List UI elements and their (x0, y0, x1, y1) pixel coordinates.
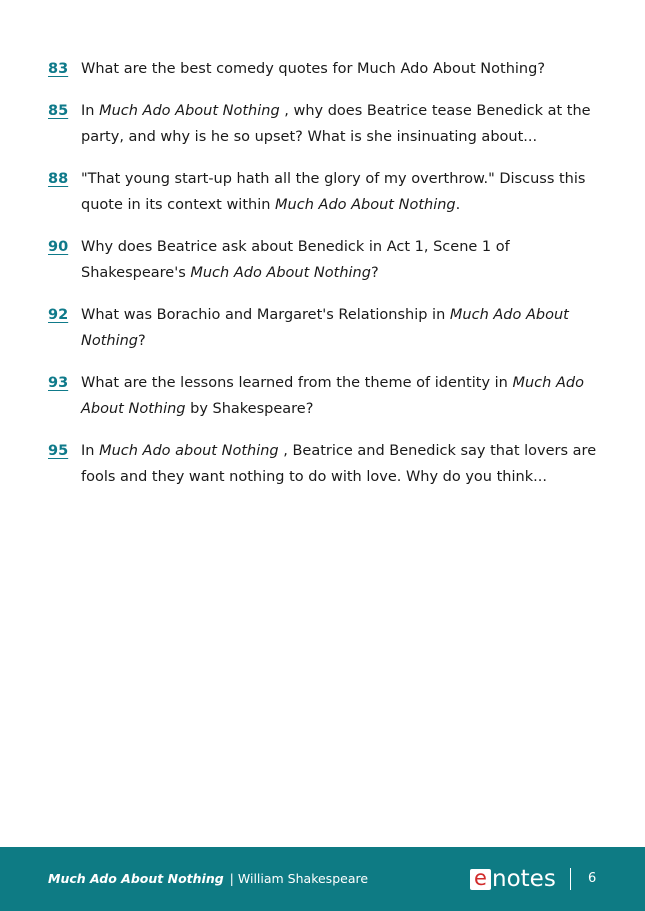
question-text (81, 166, 598, 218)
list-item (48, 234, 598, 286)
title-italic: Much Ado about Nothing (99, 443, 279, 459)
page-link[interactable]: 85 (48, 103, 69, 119)
list-item (48, 56, 598, 82)
question-fragment: Why does Beatrice ask about Benedick in Act 1, Scene 1 of Shakespeare's (81, 239, 510, 281)
page-link[interactable]: 92 (48, 307, 69, 323)
logo-e-mark: e (470, 869, 491, 890)
logo-wordmark: notes (492, 866, 556, 892)
list-item (48, 98, 598, 150)
list-item (48, 370, 598, 422)
page-link[interactable]: 95 (48, 443, 69, 459)
list-item (48, 166, 598, 218)
question-text (81, 56, 598, 82)
list-item (48, 302, 598, 354)
footer-separator: | (229, 871, 234, 886)
question-text (81, 98, 598, 150)
question-fragment: , why does Beatrice tease Benedick at the party, and why is he so upset? What is she insinuating about... (81, 103, 591, 145)
title-italic: Much Ado About Nothing (81, 307, 569, 349)
footer-divider (570, 868, 571, 890)
question-fragment: "That young start-up hath all the glory of my overthrow." Discuss this quote in its context within (81, 171, 586, 213)
title-italic: Much Ado About Nothing (275, 197, 456, 213)
question-fragment: . (455, 197, 461, 213)
page-link[interactable]: 93 (48, 375, 69, 391)
footer-book-title: Much Ado About Nothing (48, 871, 224, 886)
question-fragment: ? (370, 265, 379, 281)
title-italic: Much Ado About Nothing (190, 265, 371, 281)
title-italic: Much Ado About Nothing (81, 375, 584, 417)
question-text (81, 302, 598, 354)
enotes-logo[interactable] (470, 867, 556, 891)
title-italic: Much Ado About Nothing (99, 103, 280, 119)
page-footer (0, 847, 645, 911)
question-fragment: What are the best comedy quotes for Much Ado About Nothing? (81, 61, 546, 77)
question-text (81, 370, 598, 422)
question-fragment: What are the lessons learned from the theme of identity in (81, 375, 513, 391)
question-fragment: , Beatrice and Benedick say that lovers are fools and they want nothing to do with love. Why do you think... (81, 443, 597, 485)
question-fragment: What was Borachio and Margaret's Relationship in (81, 307, 450, 323)
list-item (48, 438, 598, 490)
question-fragment: In (81, 103, 100, 119)
page-link[interactable]: 83 (48, 61, 69, 77)
footer-citation (48, 871, 368, 887)
question-text (81, 438, 598, 490)
question-text (81, 234, 598, 286)
page-number: 6 (588, 871, 597, 886)
question-list (48, 56, 598, 506)
question-fragment: ? (138, 333, 146, 349)
footer-author: William Shakespeare (237, 871, 369, 886)
page-link[interactable]: 88 (48, 171, 69, 187)
question-fragment: by Shakespeare? (185, 401, 314, 417)
question-fragment: In (81, 443, 100, 459)
page-link[interactable]: 90 (48, 239, 69, 255)
